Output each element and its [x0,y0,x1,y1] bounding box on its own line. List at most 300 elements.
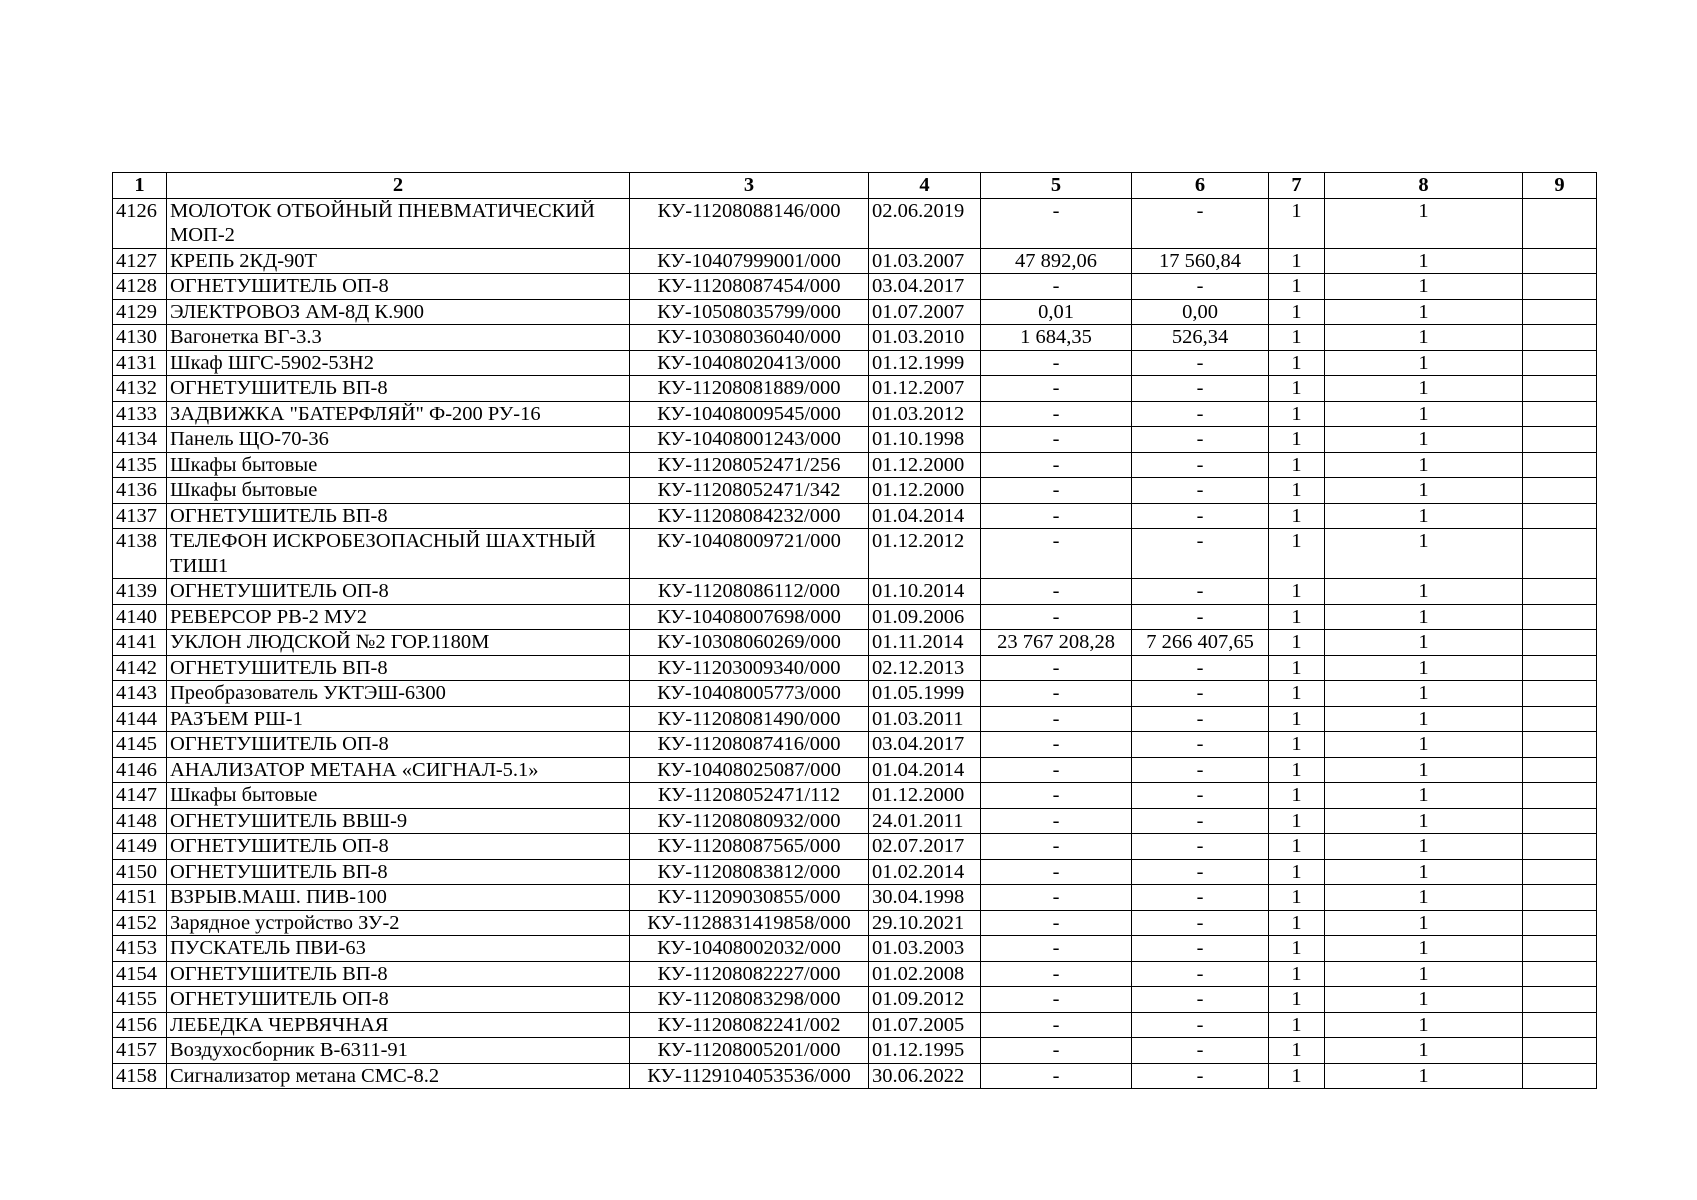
item-name-cell: РЕВЕРСОР РВ-2 МУ2 [167,604,630,630]
note-cell [1523,987,1597,1013]
inventory-code-cell: КУ-10408025087/000 [630,757,869,783]
inventory-code-cell: КУ-11208086112/000 [630,579,869,605]
residual-cost-cell: - [1132,706,1269,732]
row-number-cell: 4152 [113,910,167,936]
date-cell: 24.01.2011 [869,808,981,834]
item-name-cell: Сигнализатор метана СМС-8.2 [167,1063,630,1089]
note-cell [1523,198,1597,248]
table-row [113,706,1597,732]
note-cell [1523,299,1597,325]
quantity-cell: 1 [1269,732,1325,758]
residual-cost-cell: - [1132,478,1269,504]
row-number-cell: 4128 [113,274,167,300]
inventory-code-cell: КУ-11208088146/000 [630,198,869,248]
note-cell [1523,1063,1597,1089]
date-cell: 29.10.2021 [869,910,981,936]
item-name-cell: ОГНЕТУШИТЕЛЬ ВП-8 [167,859,630,885]
date-cell: 30.06.2022 [869,1063,981,1089]
count-cell: 1 [1325,325,1523,351]
date-cell: 01.07.2007 [869,299,981,325]
residual-cost-cell: - [1132,198,1269,248]
table-row [113,783,1597,809]
item-name-cell: Шкаф ШГС-5902-53Н2 [167,350,630,376]
column-header: 9 [1523,173,1597,199]
inventory-code-cell: КУ-10408002032/000 [630,936,869,962]
quantity-cell: 1 [1269,1063,1325,1089]
count-cell: 1 [1325,198,1523,248]
item-name-cell: Шкафы бытовые [167,783,630,809]
row-number-cell: 4153 [113,936,167,962]
row-number-cell: 4156 [113,1012,167,1038]
inventory-code-cell: КУ-11208082241/002 [630,1012,869,1038]
date-cell: 02.07.2017 [869,834,981,860]
table-row [113,808,1597,834]
initial-cost-cell: - [981,910,1132,936]
note-cell [1523,681,1597,707]
residual-cost-cell: - [1132,1038,1269,1064]
note-cell [1523,325,1597,351]
table-row [113,604,1597,630]
item-name-cell: Зарядное устройство ЗУ-2 [167,910,630,936]
row-number-cell: 4155 [113,987,167,1013]
row-number-cell: 4150 [113,859,167,885]
date-cell: 01.02.2008 [869,961,981,987]
residual-cost-cell: - [1132,427,1269,453]
note-cell [1523,274,1597,300]
row-number-cell: 4138 [113,529,167,579]
note-cell [1523,1012,1597,1038]
row-number-cell: 4131 [113,350,167,376]
inventory-code-cell: КУ-11208081490/000 [630,706,869,732]
row-number-cell: 4136 [113,478,167,504]
table-row [113,732,1597,758]
column-header: 6 [1132,173,1269,199]
inventory-code-cell: КУ-10407999001/000 [630,248,869,274]
row-number-cell: 4133 [113,401,167,427]
count-cell: 1 [1325,401,1523,427]
quantity-cell: 1 [1269,452,1325,478]
table-row [113,834,1597,860]
date-cell: 01.10.2014 [869,579,981,605]
initial-cost-cell: - [981,859,1132,885]
count-cell: 1 [1325,808,1523,834]
count-cell: 1 [1325,936,1523,962]
inventory-code-cell: КУ-11208084232/000 [630,503,869,529]
column-header: 2 [167,173,630,199]
table-row [113,1038,1597,1064]
residual-cost-cell: - [1132,401,1269,427]
count-cell: 1 [1325,579,1523,605]
date-cell: 01.09.2006 [869,604,981,630]
item-name-cell: ОГНЕТУШИТЕЛЬ ВП-8 [167,655,630,681]
initial-cost-cell: - [981,579,1132,605]
initial-cost-cell: - [981,757,1132,783]
initial-cost-cell: 0,01 [981,299,1132,325]
note-cell [1523,604,1597,630]
count-cell: 1 [1325,834,1523,860]
table-row [113,401,1597,427]
table-row [113,987,1597,1013]
quantity-cell: 1 [1269,198,1325,248]
item-name-cell: МОЛОТОК ОТБОЙНЫЙ ПНЕВМАТИЧЕСКИЙ МОП-2 [167,198,630,248]
count-cell: 1 [1325,885,1523,911]
inventory-code-cell: КУ-10308036040/000 [630,325,869,351]
note-cell [1523,859,1597,885]
inventory-code-cell: КУ-11208081889/000 [630,376,869,402]
column-header: 7 [1269,173,1325,199]
date-cell: 01.07.2005 [869,1012,981,1038]
count-cell: 1 [1325,274,1523,300]
row-number-cell: 4158 [113,1063,167,1089]
date-cell: 01.12.1995 [869,1038,981,1064]
inventory-code-cell: КУ-11208083812/000 [630,859,869,885]
residual-cost-cell: - [1132,579,1269,605]
table-row [113,478,1597,504]
count-cell: 1 [1325,376,1523,402]
table-row [113,630,1597,656]
note-cell [1523,655,1597,681]
residual-cost-cell: - [1132,503,1269,529]
initial-cost-cell: - [981,655,1132,681]
residual-cost-cell: - [1132,936,1269,962]
note-cell [1523,706,1597,732]
item-name-cell: ОГНЕТУШИТЕЛЬ ОП-8 [167,579,630,605]
initial-cost-cell: 23 767 208,28 [981,630,1132,656]
quantity-cell: 1 [1269,1038,1325,1064]
initial-cost-cell: 1 684,35 [981,325,1132,351]
note-cell [1523,757,1597,783]
inventory-code-cell: КУ-11208005201/000 [630,1038,869,1064]
residual-cost-cell: - [1132,910,1269,936]
count-cell: 1 [1325,529,1523,579]
residual-cost-cell: - [1132,808,1269,834]
date-cell: 01.12.2007 [869,376,981,402]
note-cell [1523,910,1597,936]
quantity-cell: 1 [1269,630,1325,656]
inventory-code-cell: КУ-11208052471/256 [630,452,869,478]
table-row [113,350,1597,376]
residual-cost-cell: - [1132,681,1269,707]
initial-cost-cell: - [981,376,1132,402]
residual-cost-cell: 17 560,84 [1132,248,1269,274]
quantity-cell: 1 [1269,757,1325,783]
quantity-cell: 1 [1269,706,1325,732]
column-header: 3 [630,173,869,199]
item-name-cell: ОГНЕТУШИТЕЛЬ ВП-8 [167,503,630,529]
table-row [113,859,1597,885]
note-cell [1523,961,1597,987]
item-name-cell: ОГНЕТУШИТЕЛЬ ОП-8 [167,274,630,300]
table-row [113,452,1597,478]
date-cell: 01.12.2000 [869,478,981,504]
date-cell: 01.03.2011 [869,706,981,732]
item-name-cell: ОГНЕТУШИТЕЛЬ ВВШ-9 [167,808,630,834]
item-name-cell: Вагонетка ВГ-3.3 [167,325,630,351]
count-cell: 1 [1325,1038,1523,1064]
initial-cost-cell: - [981,503,1132,529]
row-number-cell: 4134 [113,427,167,453]
quantity-cell: 1 [1269,885,1325,911]
inventory-code-cell: КУ-11208087565/000 [630,834,869,860]
row-number-cell: 4139 [113,579,167,605]
table-body [113,198,1597,1089]
inventory-code-cell: КУ-11208052471/342 [630,478,869,504]
residual-cost-cell: 526,34 [1132,325,1269,351]
table-row [113,936,1597,962]
inventory-code-cell: КУ-11208087454/000 [630,274,869,300]
quantity-cell: 1 [1269,961,1325,987]
item-name-cell: ОГНЕТУШИТЕЛЬ ОП-8 [167,987,630,1013]
item-name-cell: Преобразователь УКТЭШ-6300 [167,681,630,707]
quantity-cell: 1 [1269,529,1325,579]
initial-cost-cell: - [981,427,1132,453]
row-number-cell: 4132 [113,376,167,402]
row-number-cell: 4154 [113,961,167,987]
initial-cost-cell: - [981,961,1132,987]
date-cell: 01.05.1999 [869,681,981,707]
date-cell: 01.03.2003 [869,936,981,962]
count-cell: 1 [1325,503,1523,529]
note-cell [1523,783,1597,809]
row-number-cell: 4149 [113,834,167,860]
quantity-cell: 1 [1269,579,1325,605]
row-number-cell: 4147 [113,783,167,809]
residual-cost-cell: - [1132,452,1269,478]
initial-cost-cell: - [981,706,1132,732]
initial-cost-cell: - [981,452,1132,478]
item-name-cell: ОГНЕТУШИТЕЛЬ ОП-8 [167,834,630,860]
row-number-cell: 4135 [113,452,167,478]
table-row [113,579,1597,605]
inventory-code-cell: КУ-10308060269/000 [630,630,869,656]
row-number-cell: 4140 [113,604,167,630]
note-cell [1523,936,1597,962]
note-cell [1523,376,1597,402]
quantity-cell: 1 [1269,910,1325,936]
initial-cost-cell: - [981,1063,1132,1089]
table-row [113,910,1597,936]
note-cell [1523,529,1597,579]
row-number-cell: 4148 [113,808,167,834]
count-cell: 1 [1325,910,1523,936]
count-cell: 1 [1325,299,1523,325]
count-cell: 1 [1325,757,1523,783]
table-row [113,376,1597,402]
residual-cost-cell: - [1132,885,1269,911]
item-name-cell: АНАЛИЗАТОР МЕТАНА «СИГНАЛ-5.1» [167,757,630,783]
residual-cost-cell: - [1132,732,1269,758]
note-cell [1523,834,1597,860]
quantity-cell: 1 [1269,987,1325,1013]
quantity-cell: 1 [1269,783,1325,809]
row-number-cell: 4126 [113,198,167,248]
inventory-code-cell: КУ-11209030855/000 [630,885,869,911]
count-cell: 1 [1325,1063,1523,1089]
note-cell [1523,478,1597,504]
inventory-code-cell: КУ-11208083298/000 [630,987,869,1013]
note-cell [1523,579,1597,605]
count-cell: 1 [1325,859,1523,885]
row-number-cell: 4142 [113,655,167,681]
quantity-cell: 1 [1269,248,1325,274]
quantity-cell: 1 [1269,604,1325,630]
residual-cost-cell: - [1132,1012,1269,1038]
item-name-cell: ОГНЕТУШИТЕЛЬ ВП-8 [167,961,630,987]
residual-cost-cell: - [1132,350,1269,376]
table-row [113,427,1597,453]
initial-cost-cell: - [981,808,1132,834]
note-cell [1523,732,1597,758]
residual-cost-cell: - [1132,376,1269,402]
quantity-cell: 1 [1269,681,1325,707]
inventory-code-cell: КУ-10408009545/000 [630,401,869,427]
initial-cost-cell: - [981,274,1132,300]
date-cell: 01.09.2012 [869,987,981,1013]
count-cell: 1 [1325,427,1523,453]
initial-cost-cell: - [981,834,1132,860]
note-cell [1523,427,1597,453]
residual-cost-cell: - [1132,961,1269,987]
note-cell [1523,350,1597,376]
date-cell: 01.03.2007 [869,248,981,274]
initial-cost-cell: - [981,783,1132,809]
inventory-code-cell: КУ-11208052471/112 [630,783,869,809]
table-row [113,1012,1597,1038]
item-name-cell: ОГНЕТУШИТЕЛЬ ВП-8 [167,376,630,402]
initial-cost-cell: - [981,732,1132,758]
initial-cost-cell: 47 892,06 [981,248,1132,274]
inventory-code-cell: КУ-11203009340/000 [630,655,869,681]
table-row [113,757,1597,783]
item-name-cell: Шкафы бытовые [167,478,630,504]
date-cell: 01.03.2012 [869,401,981,427]
row-number-cell: 4157 [113,1038,167,1064]
note-cell [1523,808,1597,834]
note-cell [1523,885,1597,911]
initial-cost-cell: - [981,198,1132,248]
initial-cost-cell: - [981,401,1132,427]
date-cell: 02.06.2019 [869,198,981,248]
initial-cost-cell: - [981,478,1132,504]
date-cell: 01.02.2014 [869,859,981,885]
note-cell [1523,401,1597,427]
table-row [113,299,1597,325]
row-number-cell: 4129 [113,299,167,325]
inventory-code-cell: КУ-10408007698/000 [630,604,869,630]
item-name-cell: РАЗЪЕМ РШ-1 [167,706,630,732]
row-number-cell: 4137 [113,503,167,529]
note-cell [1523,1038,1597,1064]
row-number-cell: 4130 [113,325,167,351]
table-row [113,325,1597,351]
item-name-cell: ЛЕБЕДКА ЧЕРВЯЧНАЯ [167,1012,630,1038]
row-number-cell: 4143 [113,681,167,707]
item-name-cell: ЭЛЕКТРОВОЗ АМ-8Д К.900 [167,299,630,325]
row-number-cell: 4145 [113,732,167,758]
table-row [113,655,1597,681]
residual-cost-cell: - [1132,655,1269,681]
column-header: 4 [869,173,981,199]
inventory-code-cell: КУ-1128831419858/000 [630,910,869,936]
quantity-cell: 1 [1269,808,1325,834]
table-row [113,248,1597,274]
inventory-code-cell: КУ-11208082227/000 [630,961,869,987]
inventory-code-cell: КУ-11208087416/000 [630,732,869,758]
table-row [113,503,1597,529]
date-cell: 01.12.2012 [869,529,981,579]
item-name-cell: ЗАДВИЖКА "БАТЕРФЛЯЙ" Ф-200 РУ-16 [167,401,630,427]
date-cell: 03.04.2017 [869,274,981,300]
quantity-cell: 1 [1269,325,1325,351]
item-name-cell: Шкафы бытовые [167,452,630,478]
count-cell: 1 [1325,987,1523,1013]
row-number-cell: 4141 [113,630,167,656]
table-header-row [113,173,1597,199]
row-number-cell: 4127 [113,248,167,274]
count-cell: 1 [1325,248,1523,274]
residual-cost-cell: 7 266 407,65 [1132,630,1269,656]
inventory-code-cell: КУ-10408009721/000 [630,529,869,579]
table-row [113,274,1597,300]
count-cell: 1 [1325,681,1523,707]
residual-cost-cell: - [1132,834,1269,860]
count-cell: 1 [1325,1012,1523,1038]
column-header: 8 [1325,173,1523,199]
inventory-code-cell: КУ-10408001243/000 [630,427,869,453]
initial-cost-cell: - [981,987,1132,1013]
inventory-code-cell: КУ-10508035799/000 [630,299,869,325]
note-cell [1523,248,1597,274]
count-cell: 1 [1325,706,1523,732]
quantity-cell: 1 [1269,503,1325,529]
initial-cost-cell: - [981,1038,1132,1064]
column-header: 1 [113,173,167,199]
count-cell: 1 [1325,604,1523,630]
table-row [113,198,1597,248]
date-cell: 01.12.2000 [869,783,981,809]
inventory-code-cell: КУ-11208080932/000 [630,808,869,834]
count-cell: 1 [1325,478,1523,504]
inventory-code-cell: КУ-10408020413/000 [630,350,869,376]
quantity-cell: 1 [1269,427,1325,453]
date-cell: 01.12.1999 [869,350,981,376]
quantity-cell: 1 [1269,655,1325,681]
table-row [113,961,1597,987]
date-cell: 01.12.2000 [869,452,981,478]
initial-cost-cell: - [981,681,1132,707]
item-name-cell: УКЛОН ЛЮДСКОЙ №2 ГОР.1180М [167,630,630,656]
table-row [113,885,1597,911]
date-cell: 01.03.2010 [869,325,981,351]
residual-cost-cell: - [1132,859,1269,885]
item-name-cell: Панель ЩО-70-36 [167,427,630,453]
residual-cost-cell: - [1132,529,1269,579]
initial-cost-cell: - [981,529,1132,579]
count-cell: 1 [1325,655,1523,681]
count-cell: 1 [1325,630,1523,656]
date-cell: 01.04.2014 [869,503,981,529]
table-row [113,1063,1597,1089]
column-header: 5 [981,173,1132,199]
count-cell: 1 [1325,350,1523,376]
table-row [113,681,1597,707]
date-cell: 01.11.2014 [869,630,981,656]
date-cell: 03.04.2017 [869,732,981,758]
date-cell: 01.10.1998 [869,427,981,453]
residual-cost-cell: - [1132,987,1269,1013]
item-name-cell: Воздухосборник В-6311-91 [167,1038,630,1064]
inventory-code-cell: КУ-1129104053536/000 [630,1063,869,1089]
